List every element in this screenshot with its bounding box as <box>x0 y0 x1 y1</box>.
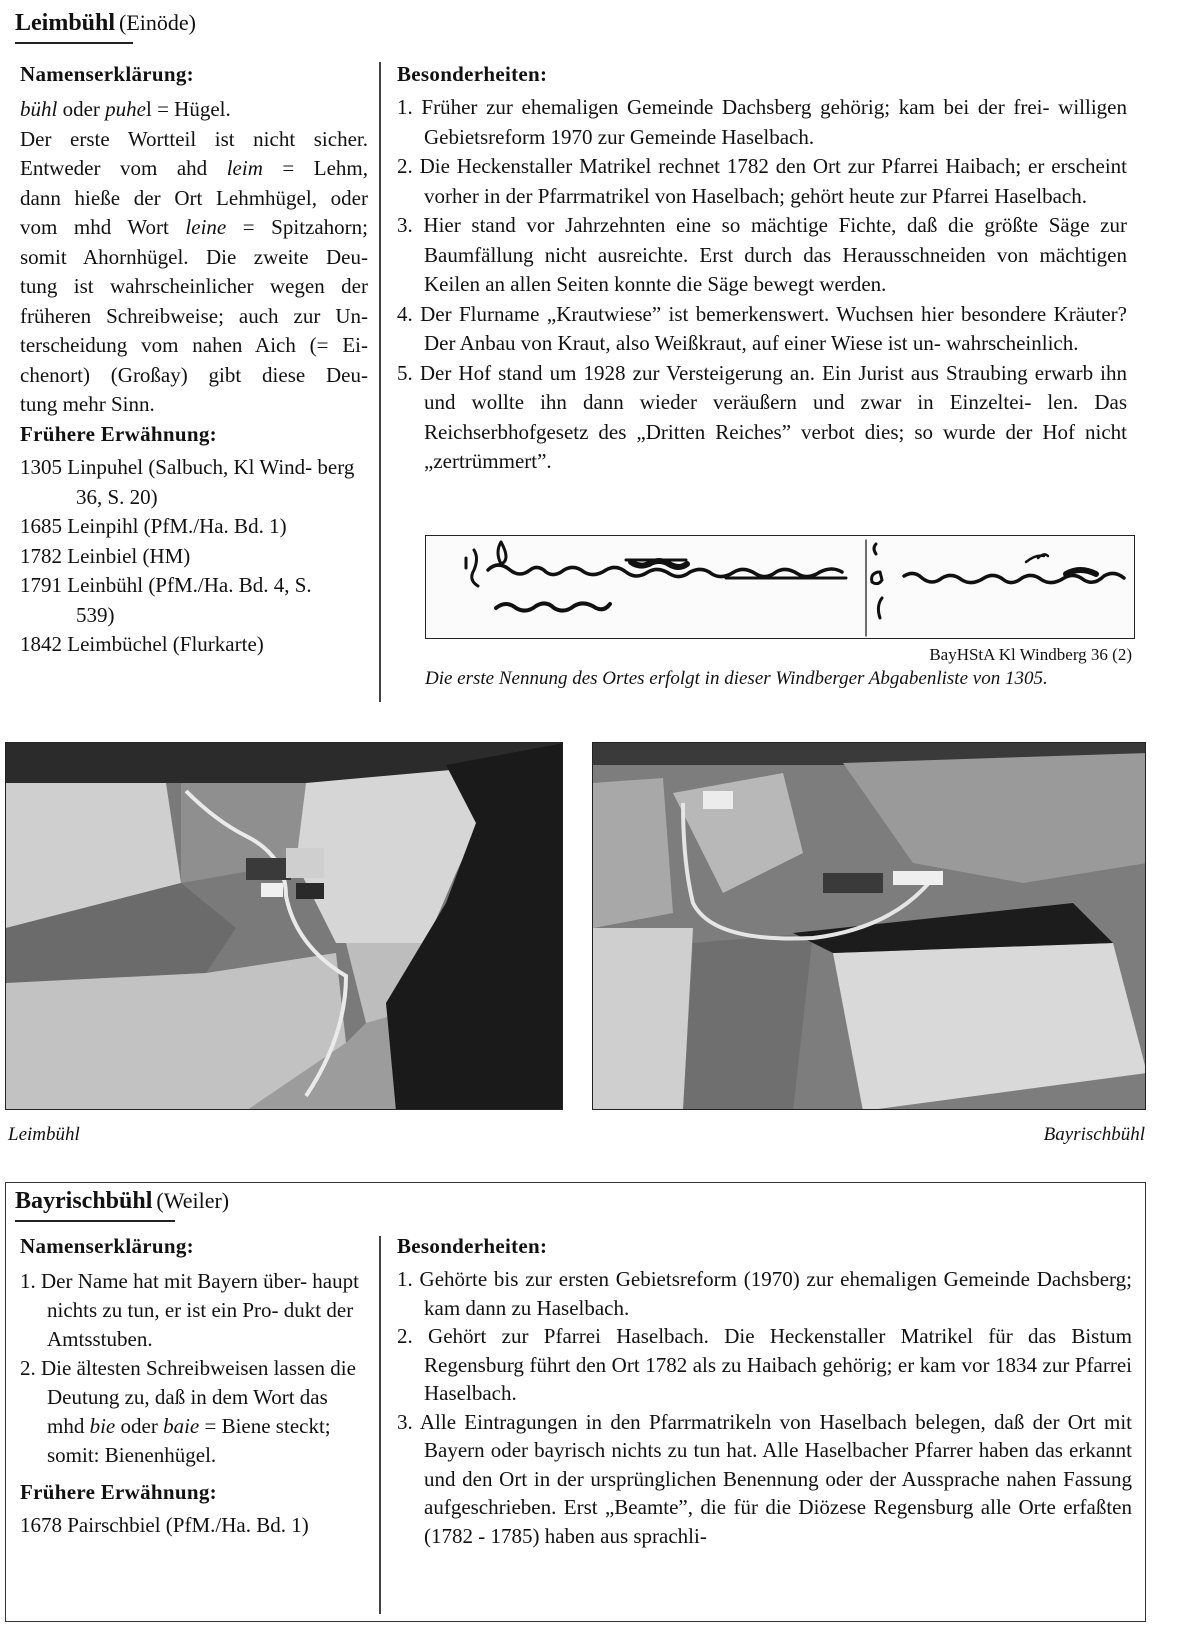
namen-line-8: früheren Schreibweise; auch zur Un- <box>20 303 368 328</box>
bayrischbuehl-namen-heading: Namenserklärung: <box>20 1234 194 1258</box>
bayrischbuehl-erw-section <box>20 1480 370 1541</box>
namen-line-11: tung mehr Sinn. <box>20 392 155 416</box>
bayrischbuehl-erw-heading: Frühere Erwähnung: <box>20 1480 217 1504</box>
bayrischbuehl-header <box>15 1188 229 1215</box>
aerial-photo-bayrischbuehl <box>592 742 1146 1110</box>
leimbuehl-namen-heading: Namenserklärung: <box>20 62 194 86</box>
bayrischbuehl-type: (Weiler) <box>156 1188 230 1213</box>
namen-line-7: tung ist wahrscheinlicher wegen der <box>20 274 368 298</box>
leimbuehl-title: Leimbühl <box>15 10 116 36</box>
namen-line-2: Der erste Wortteil ist nicht sicher. <box>20 126 368 151</box>
namen-item-2: 2. Die ältesten Schreibweisen lassen die Deutung zu, daß in dem Wort das mhd bie oder baie = Biene steckt; somit: Bienenhügel. <box>20 1356 356 1467</box>
leimbuehl-erw-heading: Frühere Erwähnung: <box>20 422 217 446</box>
erw-item: 1842 Leimbüchel (Flurkarte) <box>20 632 264 656</box>
erw-item: 1791 Leinbühl (PfM./Ha. Bd. 4, S. 539) <box>20 573 312 627</box>
photo-caption-left: Leimbühl <box>8 1124 80 1145</box>
leimbuehl-namen-section <box>20 62 368 420</box>
manuscript-source: BayHStA Kl Windberg 36 (2) <box>929 645 1132 664</box>
bayrischbuehl-bes-section <box>397 1234 1132 1550</box>
leimbuehl-column-divider <box>379 62 381 702</box>
leimbuehl-bes-section <box>397 62 1127 477</box>
leimbuehl-type: (Einöde) <box>119 10 196 35</box>
aerial-photo-bayrischbuehl-drawing <box>593 743 1146 1110</box>
leimbuehl-namen-text <box>20 95 368 420</box>
bayrischbuehl-namen-section <box>20 1234 370 1470</box>
leimbuehl-erw-list <box>20 453 368 660</box>
namen-line-6: somit Ahornhügel. Die zweite Deu- <box>20 244 368 269</box>
namen-line-4: dann hieße der Ort Lehmhügel, oder <box>20 185 368 210</box>
bes-item: 4. Der Flurname „Krautwiese” ist bemerkenswert. Wuchsen hier besondere Kräuter? Der Anbau von Kraut, also Weißkraut, auf einer Wiese ist un- wahrscheinlich. <box>397 301 1127 355</box>
namen-item-1: 1. Der Name hat mit Bayern über- haupt nichts zu tun, er ist ein Pro- dukt der Amtsstuben. <box>20 1269 359 1351</box>
erw-item: 1678 Pairschbiel (PfM./Ha. Bd. 1) <box>20 1513 309 1537</box>
leimbuehl-header <box>15 10 196 37</box>
bes-item: 3. Hier stand vor Jahrzehnten eine so mächtige Fichte, daß die größte Säge zur Baumfällung nicht ausreichte. Erst durch das Herausschneiden von mächtigen Keilen an allen Seiten konnte die Säge bewegt werden. <box>397 213 1127 296</box>
bayrischbuehl-bes-list <box>397 1265 1132 1550</box>
namen-line-5: vom mhd Wort leine = Spitzahorn; <box>20 215 368 239</box>
bes-item: 1. Gehörte bis zur ersten Gebietsreform (1970) zur ehemaligen Gemeinde Dachsberg; kam dann zu Haselbach. <box>397 1267 1132 1320</box>
namen-line-9: terscheidung vom nahen Aich (= Ei- <box>20 333 368 357</box>
aerial-photo-leimbuehl-drawing <box>6 743 563 1110</box>
bayrischbuehl-namen-text <box>20 1267 370 1470</box>
erw-item: 1305 Linpuhel (Salbuch, Kl Wind- berg 36, S. 20) <box>20 455 355 509</box>
bes-item: 1. Früher zur ehemaligen Gemeinde Dachsberg gehörig; kam bei der frei- willigen Gebietsreform 1970 zur Gemeinde Haselbach. <box>397 95 1127 149</box>
leimbuehl-bes-list <box>397 93 1127 477</box>
leimbuehl-title-underline <box>15 42 133 44</box>
leimbuehl-bes-heading: Besonderheiten: <box>397 62 548 86</box>
bes-item: 5. Der Hof stand um 1928 zur Versteigerung an. Ein Jurist aus Straubing erwarb ihn und wollte ihn dann wieder veräußern und zwar in Einzeltei- len. Das Reichserbhofgesetz des „Dritten Reiches” verbot dies; so wurde der Hof nicht „zertrümmert”. <box>397 360 1127 473</box>
leimbuehl-erw-section <box>20 422 368 660</box>
bes-item: 2. Gehört zur Pfarrei Haselbach. Die Heckenstaller Matrikel für das Bistum Regensburg führt den Ort 1782 als zu Haibach gehörig; er kam vor 1834 zur Pfarrei Haselbach. <box>397 1324 1132 1405</box>
photo-caption-right: Bayrischbühl <box>1043 1124 1145 1145</box>
manuscript-handwriting <box>426 536 1134 637</box>
bayrischbuehl-bes-heading: Besonderheiten: <box>397 1234 548 1258</box>
namen-line-3: Entweder vom ahd leim = Lehm, <box>20 156 368 180</box>
aerial-photo-leimbuehl <box>5 742 563 1110</box>
erw-item: 1782 Leinbiel (HM) <box>20 543 191 568</box>
erw-item: 1685 Leinpihl (PfM./Ha. Bd. 1) <box>20 514 287 538</box>
bes-item: 3. Alle Eintragungen in den Pfarrmatrikeln von Haselbach belegen, daß der Ort mit Bayern oder bayrisch nichts zu tun hat. Alle Haselbacher Pfarrer haben das erkannt und den Ort in der ursprünglichen Benennung oder der Aussprache nahen Fassung aufgeschrieben. Erst „Beamte”, die für die Diözese Regensburg alle Orte erfaßten (1782 - 1785) haben aus sprachli- <box>397 1409 1132 1548</box>
manuscript-caption: Die erste Nennung des Ortes erfolgt in dieser Windberger Abgabenliste von 1305. <box>425 668 1048 689</box>
namen-line-1: bühl oder puhel = Hügel. <box>20 97 231 121</box>
bayrischbuehl-title: Bayrischbühl <box>15 1188 153 1214</box>
bayrischbuehl-column-divider <box>379 1236 381 1614</box>
manuscript-image <box>425 535 1135 639</box>
bes-item: 2. Die Heckenstaller Matrikel rechnet 1782 den Ort zur Pfarrei Haibach; er erscheint vorher in der Pfarrmatrikel von Haselbach; gehört heute zur Pfarrei Haselbach. <box>397 154 1127 208</box>
bayrischbuehl-title-underline <box>15 1220 175 1222</box>
namen-line-10: chenort) (Großay) gibt diese Deu- <box>20 362 368 387</box>
